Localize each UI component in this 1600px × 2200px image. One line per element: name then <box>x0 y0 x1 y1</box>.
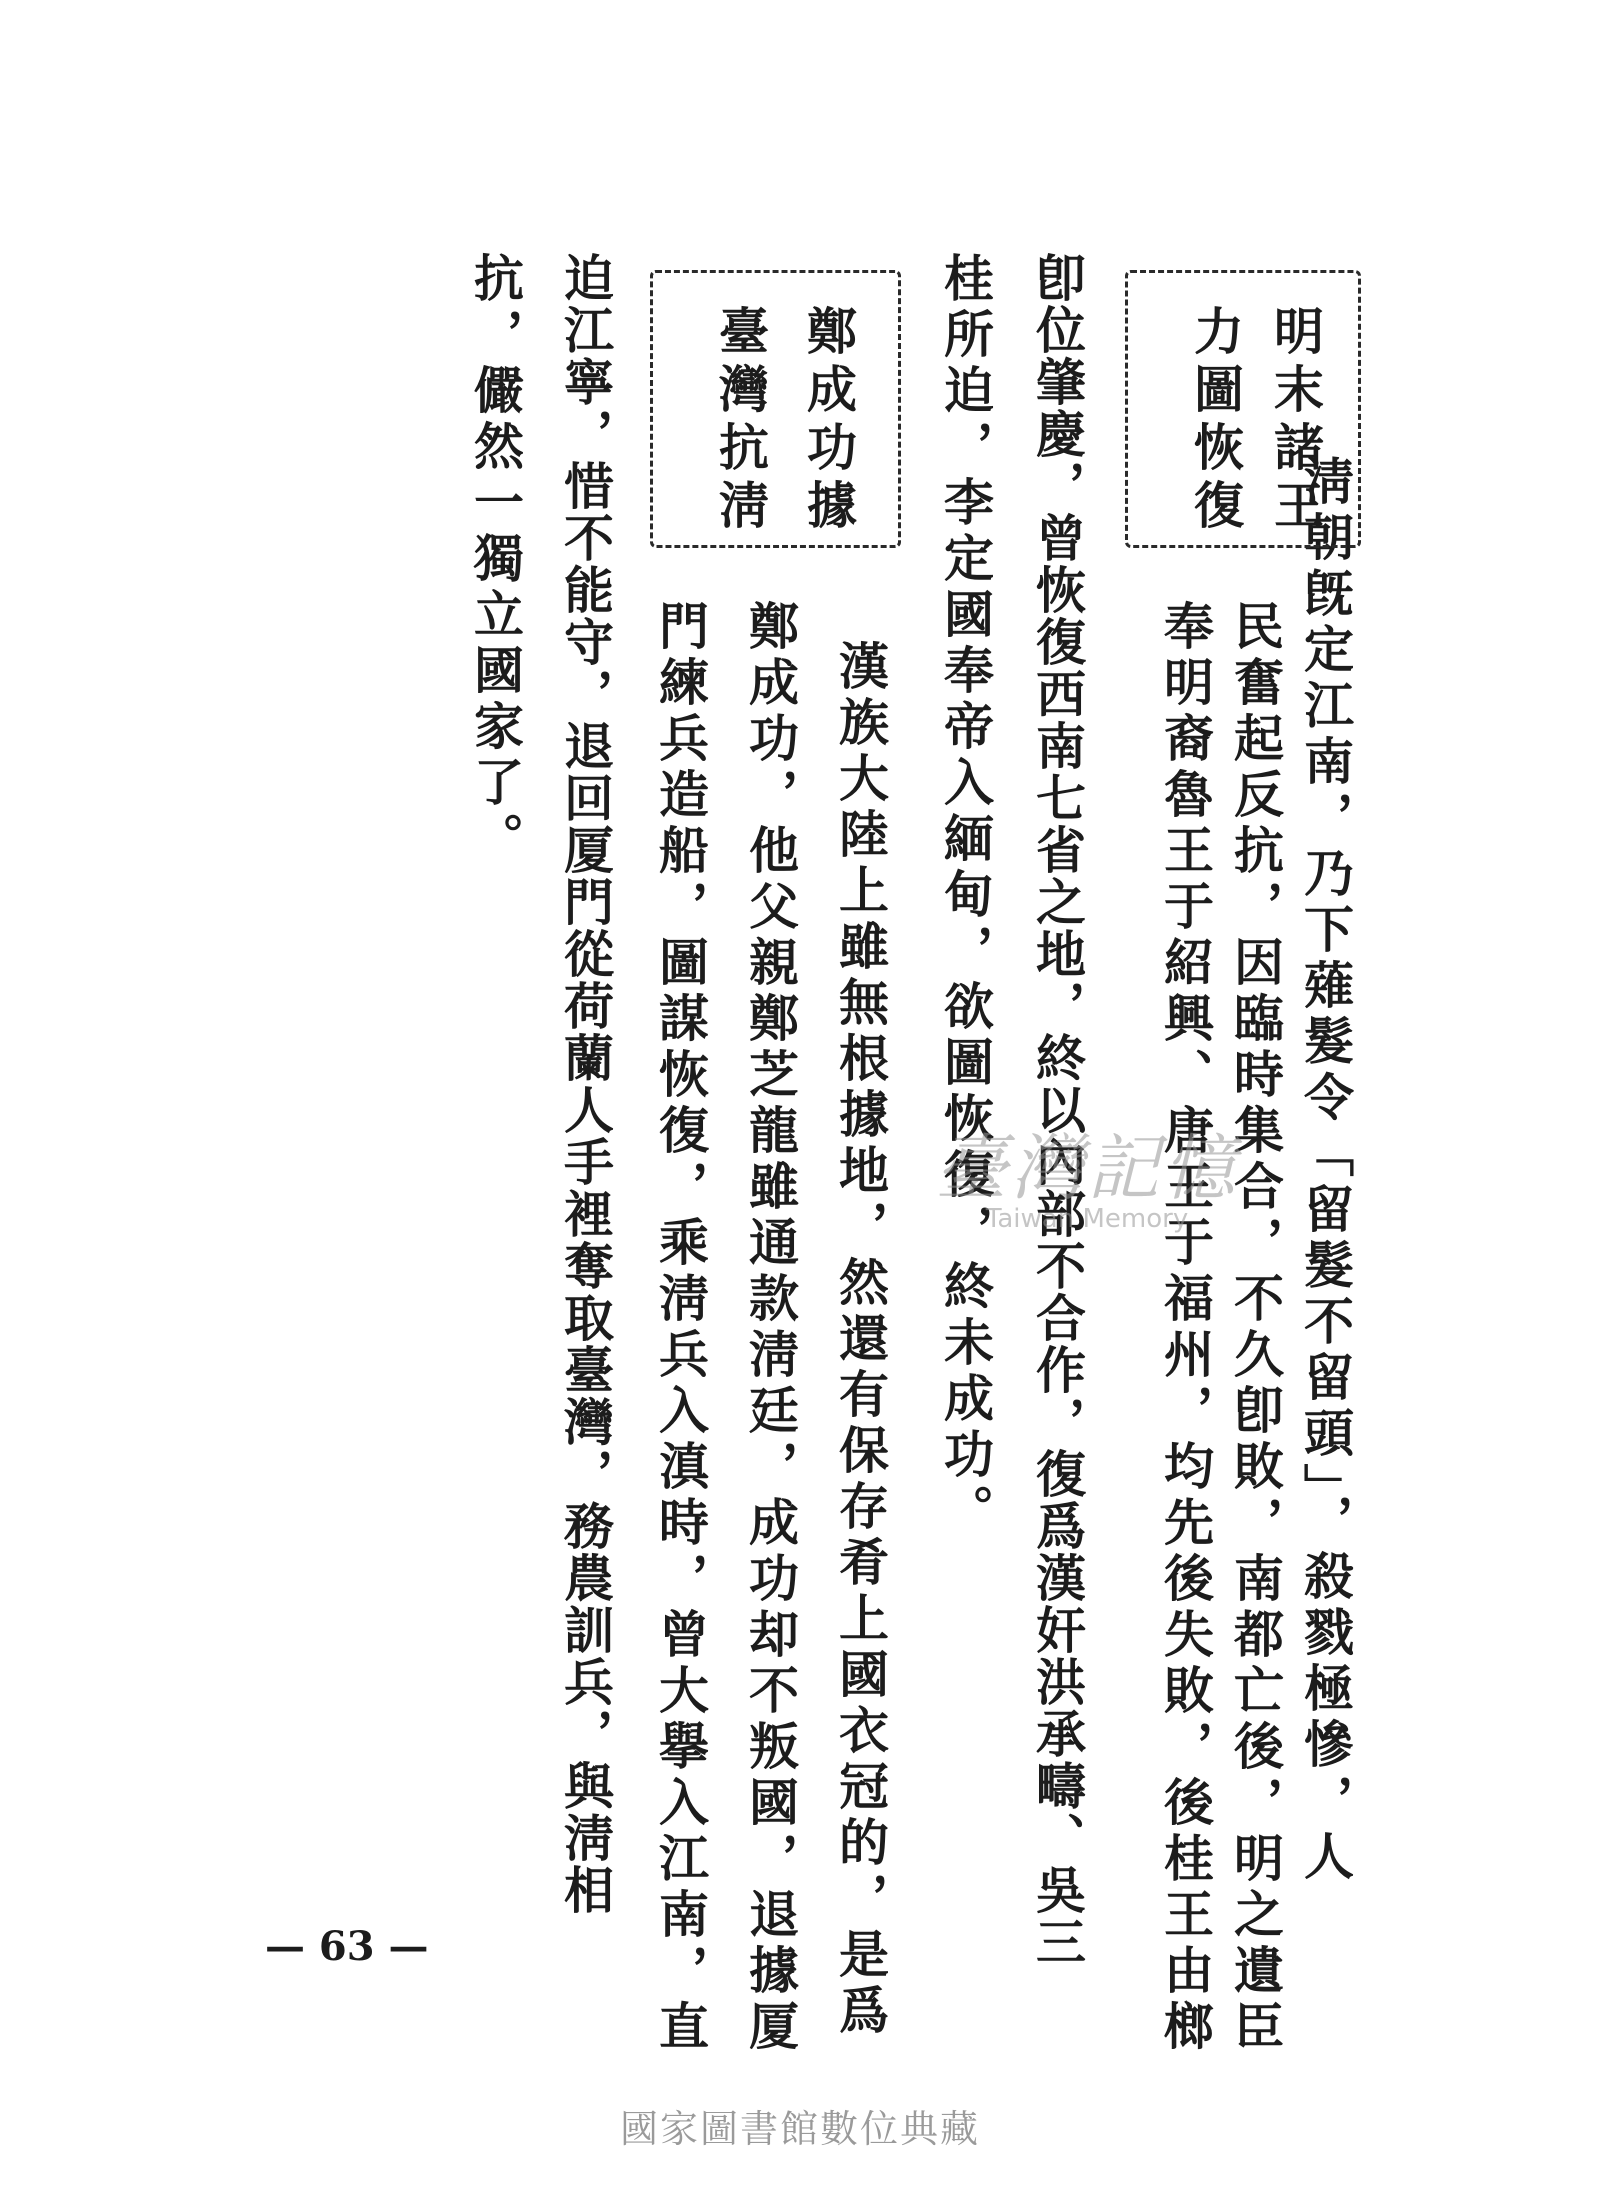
text-column: 民奮起反抗，因臨時集合，不久卽敗，南都亡後，明之遺臣 <box>1226 600 1285 2056</box>
sidenote-line: 明末諸王 <box>1266 305 1325 537</box>
watermark-subtitle: Taiwan Memory <box>985 1204 1189 1234</box>
watermark-title: 臺灣記憶 <box>935 1126 1240 1210</box>
sidenote-box <box>1125 270 1361 548</box>
library-footer: 國家圖書館數位典藏 <box>619 2107 980 2151</box>
text-column: 漢族大陸上雖無根據地，然還有保存肴上國衣冠的，是爲 <box>831 640 890 2040</box>
text-column: 卽位肇慶，曾恢復西南七省之地，終以內部不合作，復爲漢奸洪承疇、吳三 <box>1028 252 1087 1968</box>
sidenote-box <box>650 270 901 548</box>
text-column: 桂所迫，李定國奉帝入緬甸，欲圖恢復，終未成功。 <box>936 252 995 1540</box>
sidenote-line: 臺灣抗淸 <box>711 305 770 537</box>
sidenote-line: 力圖恢復 <box>1186 305 1245 537</box>
text-column: 淸朝旣定江南，乃下薙髮令「留髮不留頭」，殺戮極慘，人 <box>1296 455 1355 1886</box>
text-column: 奉明裔魯王于紹興、唐王于福州，均先後失敗，後桂王由榔 <box>1156 600 1215 2056</box>
text-column: 抗，儼然一獨立國家了。 <box>466 252 525 868</box>
text-column: 鄭成功，他父親鄭芝龍雖通款淸廷，成功却不叛國，退據厦 <box>741 600 800 2056</box>
sidenote-line: 鄭成功據 <box>799 305 858 537</box>
page-number: — 63 — <box>265 1923 429 1970</box>
text-column: 門練兵造船，圖謀恢復，乘淸兵入滇時，曾大擧入江南，直 <box>651 600 710 2056</box>
text-column: 迫江寧，惜不能守，退回厦門從荷蘭人手裡奪取臺灣，務農訓兵，與淸相 <box>556 252 615 1916</box>
